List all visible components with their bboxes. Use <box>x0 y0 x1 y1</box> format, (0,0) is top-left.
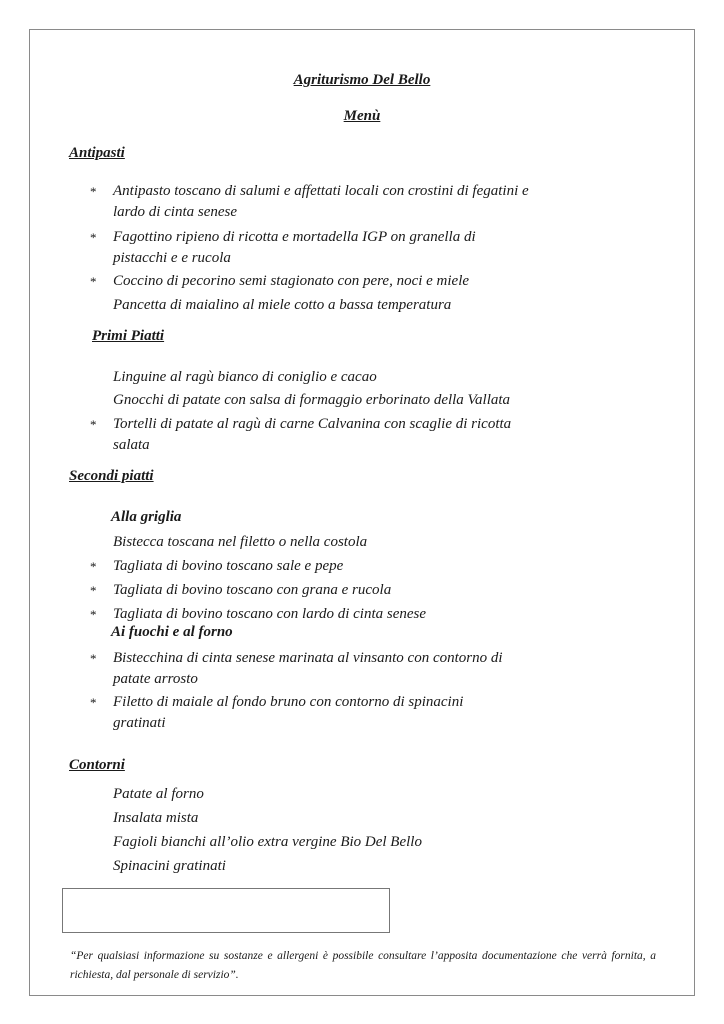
star-marker: * <box>90 274 97 289</box>
item-text: Fagioli bianchi all’olio extra vergine Bio Del Bello <box>113 834 422 850</box>
star-marker: * <box>90 417 97 432</box>
item-text: Coccino di pecorino semi stagionato con pere, noci e miele <box>113 273 470 289</box>
subsection-griglia: Alla griglia <box>111 509 182 525</box>
allergen-notice: “Per qualsiasi informazione su sostanze e allergeni è possibile consultare l’apposita documentazione che verrà fornita, a richiesta, dal personale di servizio”. <box>70 950 656 981</box>
menu-item <box>90 692 503 734</box>
star-marker: * <box>90 651 97 666</box>
item-text: Antipasto toscano di salumi e affettati locali con crostini di fegatini e lardo di cinta senese <box>113 183 529 220</box>
menu-item <box>90 181 563 223</box>
item-text: Insalata mista <box>113 810 199 826</box>
menu-item <box>90 604 563 625</box>
menu-item <box>90 227 513 269</box>
star-marker: * <box>90 607 97 622</box>
item-text: Tagliata di bovino toscano con lardo di cinta senese <box>113 606 427 622</box>
restaurant-title: Agriturismo Del Bello <box>293 72 431 88</box>
menu-item <box>113 367 563 388</box>
star-marker: * <box>90 230 97 245</box>
menu-item <box>113 390 573 411</box>
menu-item <box>113 808 563 829</box>
star-marker: * <box>90 583 97 598</box>
item-text: Gnocchi di patate con salsa di formaggio erborinato della Vallata <box>113 392 511 408</box>
subsection-forno: Ai fuochi e al forno <box>111 624 233 640</box>
section-primi: Primi Piatti <box>92 328 165 344</box>
star-marker: * <box>90 559 97 574</box>
item-text: Tortelli di patate al ragù di carne Calvanina con scaglie di ricotta salata <box>113 416 512 453</box>
item-text: Patate al forno <box>113 786 204 802</box>
menu-item <box>113 784 563 805</box>
menu-item <box>90 556 563 577</box>
star-marker: * <box>90 184 97 199</box>
empty-text-box <box>62 888 390 933</box>
star-marker: * <box>90 695 97 710</box>
item-text: Pancetta di maialino al miele cotto a bassa temperatura <box>113 297 452 313</box>
menu-item <box>90 580 563 601</box>
item-text: Tagliata di bovino toscano sale e pepe <box>113 558 344 574</box>
section-antipasti: Antipasti <box>69 145 125 161</box>
menu-title: Menù <box>343 108 381 124</box>
item-text: Filetto di maiale al fondo bruno con contorno di spinacini gratinati <box>113 694 464 731</box>
menu-item <box>113 532 563 553</box>
section-secondi: Secondi piatti <box>69 468 154 484</box>
item-text: Fagottino ripieno di ricotta e mortadella IGP on granella di pistacchi e e rucola <box>113 229 476 266</box>
item-text: Bistecca toscana nel filetto o nella costola <box>113 534 368 550</box>
item-text: Bistecchina di cinta senese marinata al vinsanto con contorno di patate arrosto <box>113 650 503 687</box>
menu-item <box>90 271 563 292</box>
menu-item <box>113 832 563 853</box>
section-contorni: Contorni <box>69 757 125 773</box>
menu-item <box>113 856 563 877</box>
menu-item <box>90 414 543 456</box>
item-text: Linguine al ragù bianco di coniglio e cacao <box>113 369 377 385</box>
item-text: Tagliata di bovino toscano con grana e rucola <box>113 582 392 598</box>
menu-item <box>113 295 563 316</box>
menu-item <box>90 648 543 690</box>
item-text: Spinacini gratinati <box>113 858 226 874</box>
